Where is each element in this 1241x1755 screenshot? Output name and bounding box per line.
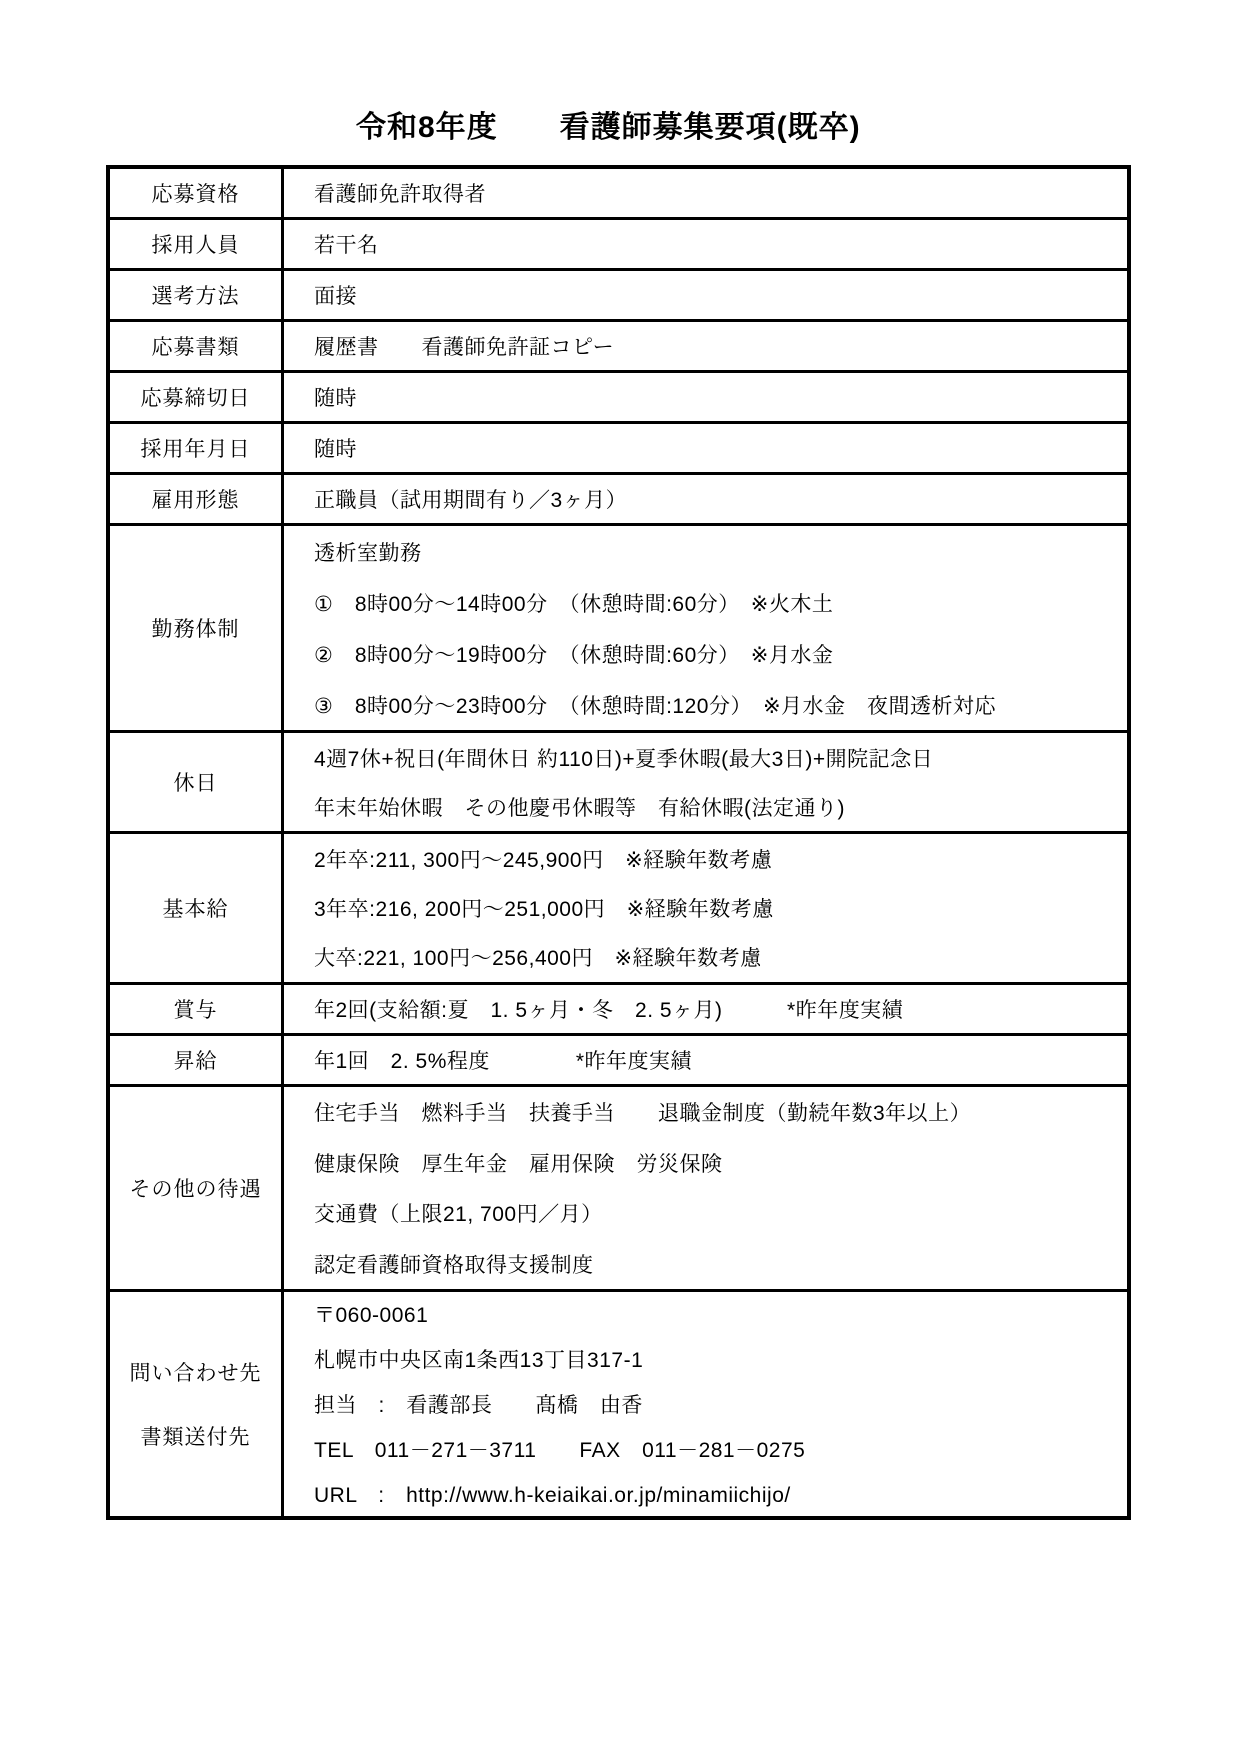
row-label: 雇用形態 (110, 475, 284, 523)
cell-line: 2年卒:211, 300円～245,900円 ※経験年数考慮 (314, 848, 773, 872)
address: 札幌市中央区南1条西13丁目317-1 (314, 1349, 644, 1373)
postal-code: 〒060-0061 (314, 1304, 429, 1328)
cell-line: 交通費（上限21, 700円／月） (314, 1203, 603, 1227)
cell-line: ① 8時00分～14時00分 （休憩時間:60分） ※火木土 (314, 592, 834, 616)
cell-line: 3年卒:216, 200円～251,000円 ※経験年数考慮 (314, 897, 774, 921)
row-application-deadline (110, 373, 1127, 424)
cell-line: 健康保険 厚生年金 雇用保険 労災保険 (314, 1152, 723, 1176)
row-hire-date (110, 424, 1127, 475)
row-employment-type (110, 475, 1127, 526)
row-selection-method (110, 271, 1127, 322)
contact-label: 問い合わせ先 (129, 1362, 262, 1385)
row-qualification (110, 169, 1127, 220)
cell-line: 若干名 (314, 234, 379, 257)
row-label: その他の待遇 (110, 1087, 284, 1289)
cell-line: ③ 8時00分～23時00分 （休憩時間:120分） ※月水金 夜間透析対応 (314, 694, 997, 718)
website-url: URL : http://www.h-keiaikai.or.jp/minamiichijo/ (314, 1483, 791, 1507)
cell-line: 年1回 2. 5%程度 *昨年度実績 (314, 1050, 693, 1073)
row-label: 勤務体制 (110, 526, 284, 730)
cell-line: 認定看護師資格取得支援制度 (314, 1253, 594, 1277)
cell-line: 面接 (314, 285, 357, 308)
row-label: 採用人員 (110, 220, 284, 268)
row-headcount (110, 220, 1127, 271)
row-application-documents (110, 322, 1127, 373)
cell-line: 透析室勤務 (314, 541, 422, 565)
row-label (110, 1292, 284, 1516)
contact-person: 担当 : 看護部長 髙橋 由香 (314, 1393, 643, 1417)
cell-line: 履歴書 看護師免許証コピー (314, 336, 615, 359)
cell-line: 年末年始休暇 その他慶弔休暇等 有給休暇(法定通り) (314, 796, 845, 820)
cell-line: 4週7休+祝日(年間休日 約110日)+夏季休暇(最大3日)+開院記念日 (314, 747, 934, 771)
row-label: 採用年月日 (110, 424, 284, 472)
row-label: 賞与 (110, 985, 284, 1033)
row-label: 選考方法 (110, 271, 284, 319)
cell-line: 随時 (314, 387, 357, 410)
send-documents-label: 書類送付先 (140, 1426, 251, 1449)
recruitment-table (106, 165, 1131, 1520)
row-contact (110, 1292, 1127, 1516)
cell-line: 正職員（試用期間有り／3ヶ月） (314, 489, 628, 512)
cell-line: ② 8時00分～19時00分 （休憩時間:60分） ※月水金 (314, 643, 834, 667)
row-base-salary (110, 834, 1127, 985)
row-label: 応募締切日 (110, 373, 284, 421)
cell-line: 住宅手当 燃料手当 扶養手当 退職金制度（勤続年数3年以上） (314, 1102, 972, 1126)
cell-line: 随時 (314, 438, 357, 461)
page-title: 令和8年度 看護師募集要項(既卒) (356, 111, 861, 144)
row-label: 応募資格 (110, 169, 284, 217)
cell-line: 年2回(支給額:夏 1. 5ヶ月・冬 2. 5ヶ月) *昨年度実績 (314, 999, 904, 1022)
cell-line: 大卒:221, 100円～256,400円 ※経験年数考慮 (314, 947, 762, 971)
row-other-benefits (110, 1087, 1127, 1292)
cell-line: 看護師免許取得者 (314, 183, 486, 206)
row-label: 昇給 (110, 1036, 284, 1084)
row-holidays (110, 733, 1127, 834)
row-label: 応募書類 (110, 322, 284, 370)
row-salary-raise (110, 1036, 1127, 1087)
row-label: 基本給 (110, 834, 284, 982)
row-work-schedule (110, 526, 1127, 733)
row-bonus (110, 985, 1127, 1036)
tel-fax: TEL 011－271－3711 FAX 011－281－0275 (314, 1438, 806, 1462)
row-label: 休日 (110, 733, 284, 831)
